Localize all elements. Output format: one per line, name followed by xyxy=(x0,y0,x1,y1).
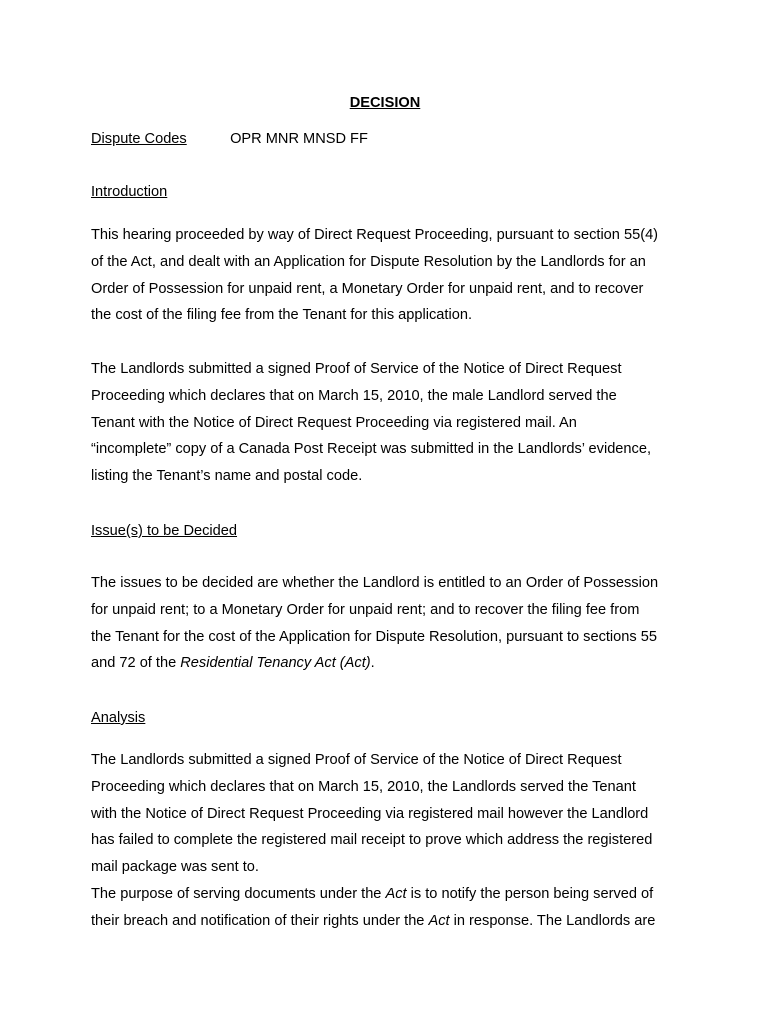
act-title-italic: Residential Tenancy Act (Act) xyxy=(180,655,371,672)
text-fragment: is to notify the person being served of xyxy=(406,886,654,902)
analysis-heading: Analysis xyxy=(91,710,146,726)
text-line: the cost of the filing fee from the Tenant for this application. xyxy=(91,307,473,324)
text-line: with the Notice of Direct Request Proceeding via registered mail however the Landlord xyxy=(91,805,649,822)
text-line: listing the Tenant’s name and postal code. xyxy=(91,468,363,485)
text-line: Order of Possession for unpaid rent, a Monetary Order for unpaid rent, and to recover xyxy=(91,280,644,297)
analysis-paragraph-2 xyxy=(91,881,691,935)
act-italic: Act xyxy=(428,912,450,929)
analysis-paragraph-1 xyxy=(91,747,691,881)
text-fragment: their breach and notification of their rights under the xyxy=(91,912,429,929)
dispute-codes-row xyxy=(91,129,368,149)
text-line: The issues to be decided are whether the Landlord is entitled to an Order of Possession xyxy=(91,575,659,591)
text-fragment: in response. The Landlords are xyxy=(449,912,656,929)
text-line: of the Act, and dealt with an Application for Dispute Resolution by the Landlords for an xyxy=(91,253,646,270)
text-line: for unpaid rent; to a Monetary Order for unpaid rent; and to recover the filing fee from xyxy=(91,601,640,618)
text-line: “incomplete” copy of a Canada Post Receipt was submitted in the Landlords’ evidence, xyxy=(91,441,652,458)
text-line: The Landlords submitted a signed Proof of Service of the Notice of Direct Request xyxy=(91,361,622,377)
introduction-paragraph-1 xyxy=(91,222,691,329)
introduction-heading: Introduction xyxy=(91,184,168,200)
dispute-codes-value: OPR MNR MNSD FF xyxy=(230,131,368,147)
text-line xyxy=(91,881,691,908)
text-line: The Landlords submitted a signed Proof of Service of the Notice of Direct Request xyxy=(91,752,622,768)
issues-paragraph xyxy=(91,570,691,677)
text-line: Tenant with the Notice of Direct Request Proceeding via registered mail. An xyxy=(91,414,577,431)
text-line xyxy=(91,650,691,677)
text-line: the Tenant for the cost of the Application for Dispute Resolution, pursuant to sections 55 xyxy=(91,628,657,645)
text-fragment: and 72 of the xyxy=(91,655,181,672)
text-line xyxy=(91,908,691,935)
text-line: Proceeding which declares that on March 15, 2010, the male Landlord served the xyxy=(91,387,617,404)
introduction-paragraph-2 xyxy=(91,356,691,490)
text-line: This hearing proceeded by way of Direct Request Proceeding, pursuant to section 55(4) xyxy=(91,227,659,243)
text-line: Proceeding which declares that on March 15, 2010, the Landlords served the Tenant xyxy=(91,778,636,795)
document-title: DECISION xyxy=(349,95,421,111)
issues-heading: Issue(s) to be Decided xyxy=(91,523,238,539)
text-fragment: The purpose of serving documents under the xyxy=(91,886,386,902)
dispute-codes-label: Dispute Codes xyxy=(91,131,187,147)
text-fragment: . xyxy=(370,655,375,672)
act-italic: Act xyxy=(385,886,407,902)
text-line: mail package was sent to. xyxy=(91,859,259,876)
text-line: has failed to complete the registered mail receipt to prove which address the registered xyxy=(91,832,653,849)
